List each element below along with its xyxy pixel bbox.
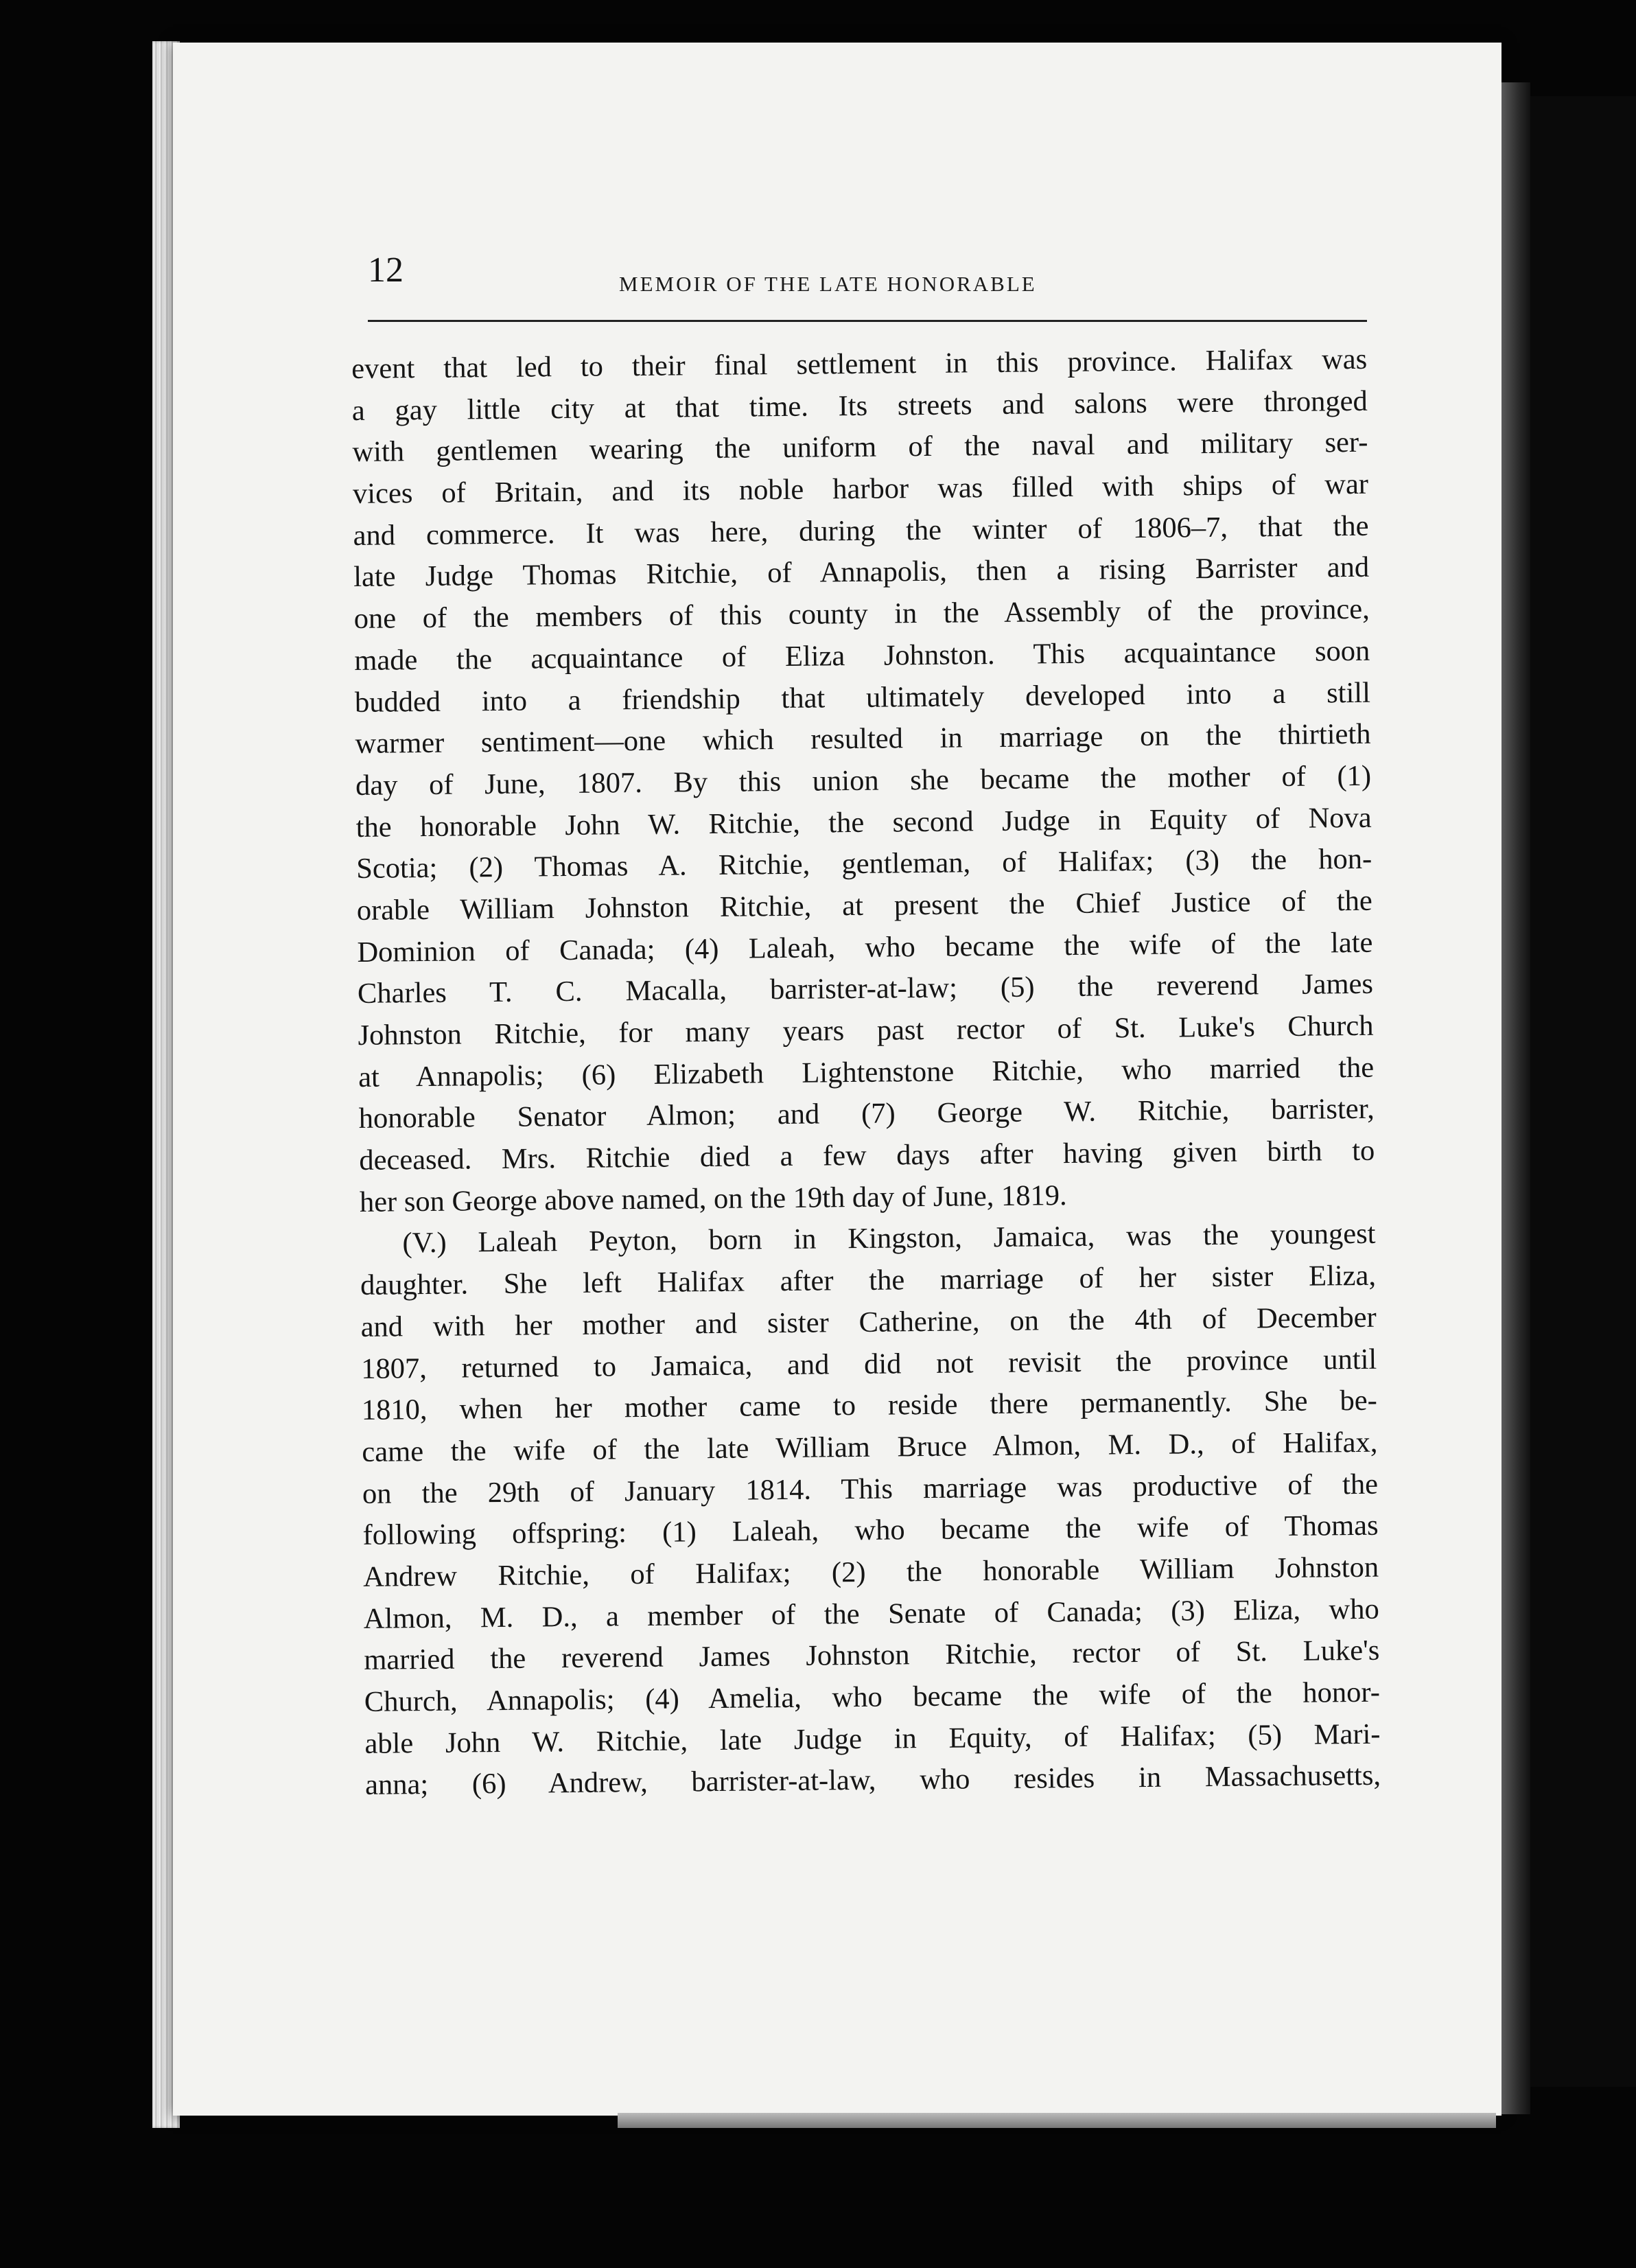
text-line: and commerce. It was here, during the winter of 1806–7, that the — [353, 509, 1369, 552]
text-line: one of the members of this county in the Assembly of the province, — [353, 592, 1370, 636]
text-line: vices of Britain, and its noble harbor was filled with ships of war — [352, 467, 1369, 511]
text-line: came the wife of the late William Bruce Almon, M. D., of Halifax, — [362, 1426, 1378, 1468]
text-line: married the reverend James Johnston Ritchie, rector of St. Luke's — [364, 1634, 1380, 1677]
text-line: late Judge Thomas Ritchie, of Annapolis, then a rising Barrister and — [353, 551, 1370, 594]
text-line: event that led to their final settlement in this province. Halifax was — [351, 343, 1368, 385]
page-bottom-edge — [618, 2113, 1496, 2128]
text-line: on the 29th of January 1814. This marriage was productive of the — [362, 1468, 1379, 1510]
text-line: day of June, 1807. By this union she became the mother of (1) — [355, 759, 1372, 802]
text-line: Scotia; (2) Thomas A. Ritchie, gentleman, of Halifax; (3) the hon- — [356, 843, 1372, 886]
page-header — [368, 253, 1367, 308]
text-line: 1810, when her mother came to reside there permanently. She be- — [361, 1384, 1378, 1427]
text-line: warmer sentiment—one which resulted in marriage on the thirtieth — [355, 717, 1371, 761]
text-line: able John W. Ritchie, late Judge in Equity, of Halifax; (5) Mari- — [364, 1717, 1381, 1760]
text-line: Church, Annapolis; (4) Amelia, who became the wife of the honor- — [364, 1676, 1381, 1718]
text-line: (V.) Laleah Peyton, born in Kingston, Jamaica, was the youngest — [402, 1218, 1376, 1260]
text-line: daughter. She left Halifax after the marriage of her sister Eliza, — [360, 1259, 1377, 1302]
body-text — [351, 339, 1381, 1807]
text-line: anna; (6) Andrew, barrister-at-law, who resides in Massachusetts, — [364, 1759, 1381, 1802]
text-line: Johnston Ritchie, for many years past rector of St. Luke's Church — [358, 1009, 1374, 1052]
text-line: budded into a friendship that ultimately developed into a still — [354, 676, 1371, 719]
text-line: Charles T. C. Macalla, barrister-at-law; (5) the reverend James — [357, 968, 1374, 1010]
text-line: 1807, returned to Jamaica, and did not revisit the province until — [361, 1343, 1377, 1385]
running-head: MEMOIR OF THE LATE HONORABLE — [619, 272, 1037, 296]
header-rule — [368, 320, 1367, 322]
text-line: honorable Senator Almon; and (7) George W. Ritchie, barrister, — [358, 1093, 1375, 1135]
text-line: a gay little city at that time. Its streets and salons were thronged — [351, 384, 1368, 427]
text-line: Dominion of Canada; (4) Laleah, who became the wife of the late — [357, 926, 1373, 969]
book-gutter — [1501, 82, 1530, 2114]
adjacent-page-shadow — [1530, 96, 1636, 2087]
text-line: her son George above named, on the 19th day of June, 1819. — [359, 1179, 1067, 1218]
text-line: with gentlemen wearing the uniform of the naval and military ser- — [352, 426, 1368, 469]
text-line: orable William Johnston Ritchie, at present the Chief Justice of the — [356, 884, 1373, 927]
text-line: made the acquaintance of Eliza Johnston. This acquaintance soon — [354, 634, 1370, 677]
text-line: at Annapolis; (6) Elizabeth Lightenstone Ritchie, who married the — [358, 1051, 1375, 1094]
page-number: 12 — [368, 251, 404, 290]
text-line: Andrew Ritchie, of Halifax; (2) the honorable William Johnston — [362, 1551, 1379, 1593]
text-line: Almon, M. D., a member of the Senate of Canada; (3) Eliza, who — [363, 1593, 1379, 1635]
text-line: the honorable John W. Ritchie, the second Judge in Equity of Nova — [355, 801, 1372, 844]
text-line: and with her mother and sister Catherine, on the 4th of December — [360, 1301, 1377, 1343]
text-line: following offspring: (1) Laleah, who became the wife of Thomas — [362, 1509, 1379, 1552]
text-line: deceased. Mrs. Ritchie died a few days after having given birth to — [359, 1134, 1375, 1177]
